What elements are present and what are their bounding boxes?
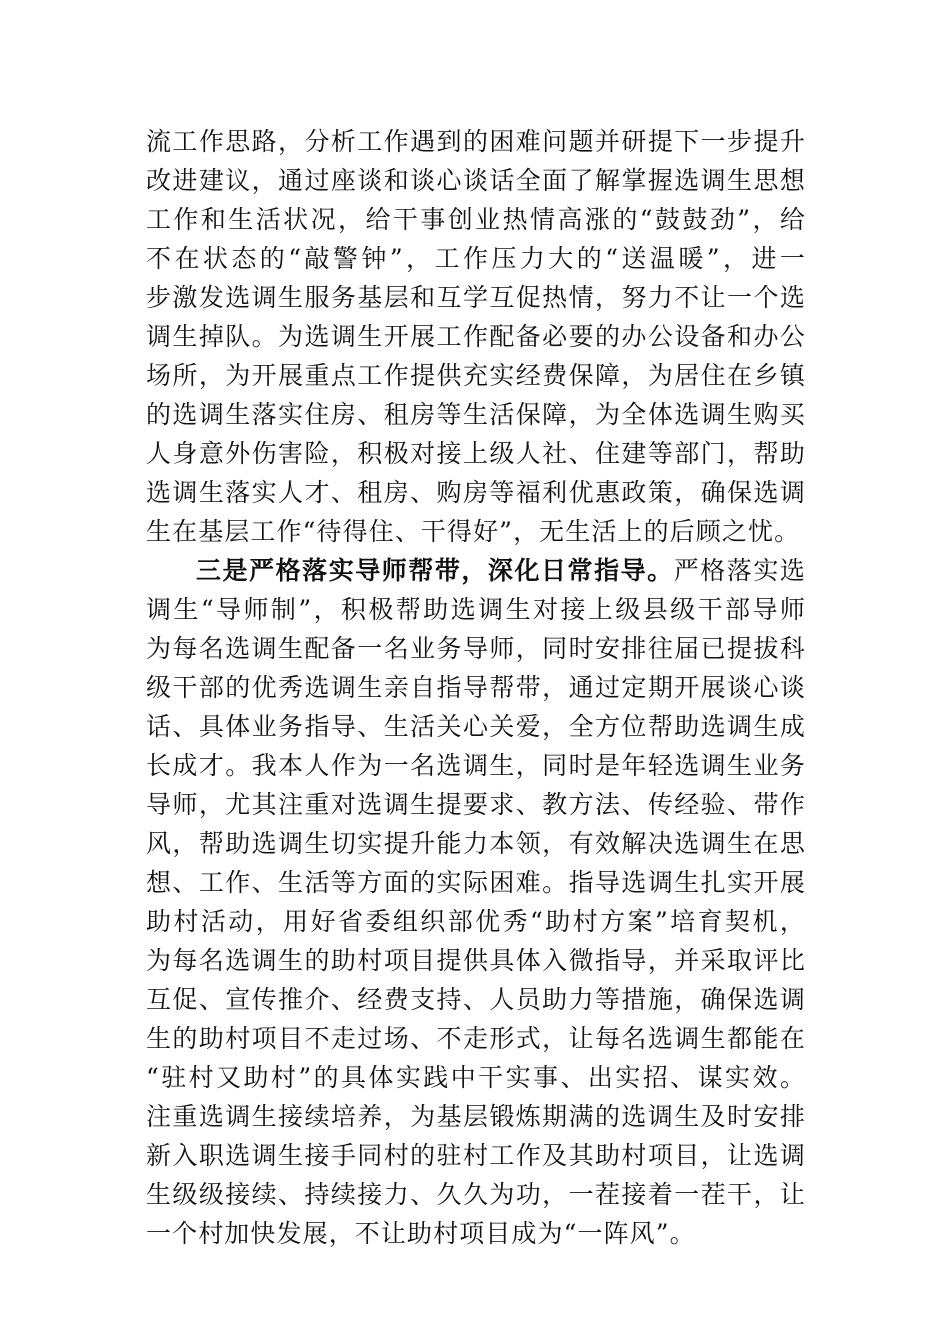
paragraph-2-line: 调生“导师制”，积极帮助选调生对接上级县级干部导师	[146, 595, 806, 624]
document-body	[146, 122, 806, 1253]
paragraph-2-line: 为每名选调生配备一名业务导师，同时安排往届已提拔科	[146, 634, 806, 663]
paragraph-2-first-line	[146, 551, 806, 590]
paragraph-2-heading: 三是严格落实导师帮带，深化日常指导。	[196, 556, 674, 585]
paragraph-1	[146, 122, 806, 551]
paragraph-1-line: 生在基层工作“待得住、干得好”，无生活上的后顾之忧。	[146, 517, 801, 546]
paragraph-2-line: 想、工作、生活等方面的实际困难。指导选调生扎实开展	[146, 868, 806, 897]
paragraph-1-line: 人身意外伤害险，积极对接上级人社、住建等部门，帮助	[146, 439, 806, 468]
paragraph-2-line: 互促、宣传推介、经费支持、人员助力等措施，确保选调	[146, 985, 806, 1014]
paragraph-2-line: 生级级接续、持续接力、久久为功，一茬接着一茬干，让	[146, 1180, 806, 1209]
paragraph-2-line: 为每名选调生的助村项目提供具体入微指导，并采取评比	[146, 946, 806, 975]
paragraph-2-line: 生的助村项目不走过场、不走形式，让每名选调生都能在	[146, 1024, 806, 1053]
paragraph-2	[146, 551, 806, 1253]
paragraph-2-line: 级干部的优秀选调生亲自指导帮带，通过定期开展谈心谈	[146, 673, 806, 702]
paragraph-1-line: 工作和生活状况，给干事创业热情高涨的“鼓鼓劲”，给	[146, 205, 806, 234]
paragraph-2-line: 助村活动，用好省委组织部优秀“助村方案”培育契机，	[146, 907, 806, 936]
paragraph-2-line: “驻村又助村”的具体实践中干实事、出实招、谋实效。	[146, 1063, 806, 1092]
paragraph-1-line: 场所，为开展重点工作提供充实经费保障，为居住在乡镇	[146, 361, 806, 390]
paragraph-1-line: 选调生落实人才、租房、购房等福利优惠政策，确保选调	[146, 478, 806, 507]
paragraph-2-line: 一个村加快发展，不让助村项目成为“一阵风”。	[146, 1219, 696, 1248]
paragraph-2-line: 话、具体业务指导、生活关心关爱，全方位帮助选调生成	[146, 712, 806, 741]
paragraph-1-line: 流工作思路，分析工作遇到的困难问题并研提下一步提升	[146, 127, 806, 156]
paragraph-1-line: 调生掉队。为选调生开展工作配备必要的办公设备和办公	[146, 322, 806, 351]
paragraph-2-line: 新入职选调生接手同村的驻村工作及其助村项目，让选调	[146, 1141, 806, 1170]
paragraph-1-line: 不在状态的“敲警钟”，工作压力大的“送温暖”，进一	[146, 244, 806, 273]
paragraph-2-line: 导师，尤其注重对选调生提要求、教方法、传经验、带作	[146, 790, 806, 819]
paragraph-2-line: 长成才。我本人作为一名选调生，同时是年轻选调生业务	[146, 751, 806, 780]
paragraph-1-line: 步激发选调生服务基层和互学互促热情，努力不让一个选	[146, 283, 806, 312]
paragraph-2-line: 风，帮助选调生切实提升能力本领，有效解决选调生在思	[146, 829, 806, 858]
paragraph-2-first-line-text: 严格落实选	[673, 556, 806, 585]
paragraph-2-line: 注重选调生接续培养，为基层锻炼期满的选调生及时安排	[146, 1102, 806, 1131]
paragraph-1-line: 的选调生落实住房、租房等生活保障，为全体选调生购买	[146, 400, 806, 429]
paragraph-1-line: 改进建议，通过座谈和谈心谈话全面了解掌握选调生思想	[146, 166, 806, 195]
